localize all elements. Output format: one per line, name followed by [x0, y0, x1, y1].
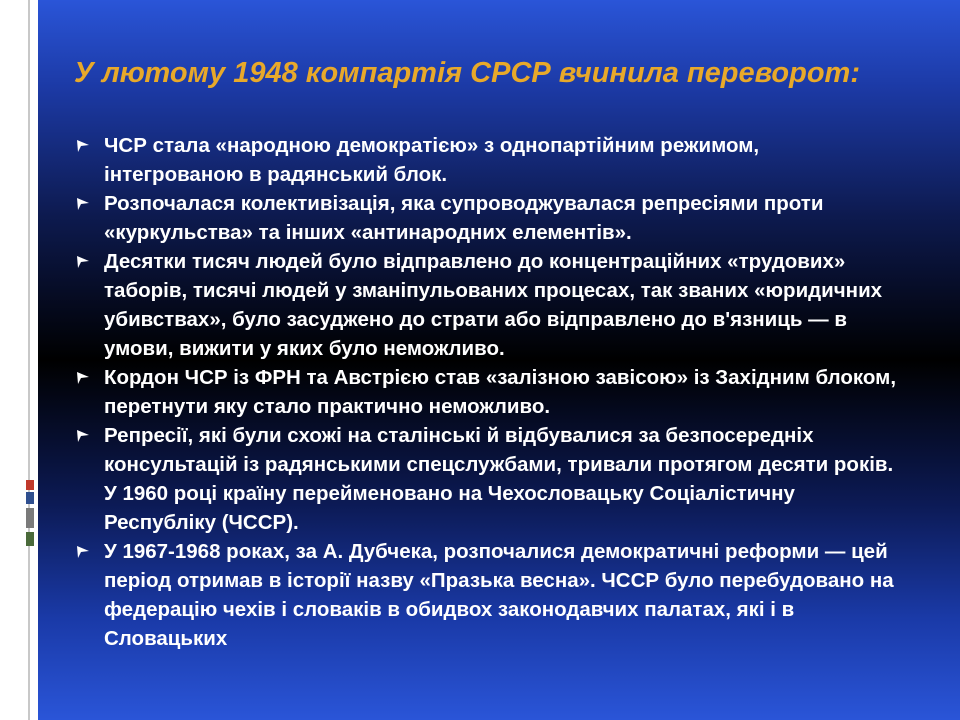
- arrowhead-bullet-icon: [76, 545, 90, 559]
- arrowhead-bullet-icon: [76, 197, 90, 211]
- bullet-text: Кордон ЧСР із ФРН та Австрією став «залізною завісою» із Західним блоком, перетнути яку стало практично неможливо.: [104, 366, 897, 418]
- list-item: [74, 363, 904, 421]
- strip-marker: [26, 492, 34, 504]
- list-item: [74, 537, 904, 653]
- bullet-text: У 1967-1968 роках, за А. Дубчека, розпочалися демократичні реформи — цей період отримав в історії назву «Празька весна». ЧССР було перебудовано на федерацію чехів і словаків в обидвох законодавчих палатах, які і в Словацьких: [104, 540, 894, 650]
- list-item: [74, 421, 904, 537]
- bullet-text: ЧСР стала «народною демократією» з однопартійним режимом, інтегрованою в радянський блок.: [104, 134, 760, 186]
- bullet-text: Репресії, які були схожі на сталінські й відбувалися за безпосередніх консультацій із радянськими спецслужбами, тривали протягом десяти років. У 1960 році країну перейменовано на Чехословацьку Соціалістичну Республіку (ЧССР).: [104, 424, 894, 534]
- strip-divider: [28, 0, 30, 720]
- slide-content: [38, 0, 960, 720]
- bullet-list: [74, 131, 904, 653]
- strip-marker: [26, 532, 34, 546]
- bullet-text: Десятки тисяч людей було відправлено до концентраційних «трудових» таборів, тисячі людей у зманіпульованих процесах, так званих «юридичних убивствах», було засуджено до страти або відправлено до в'язниць — в умови, вижити у яких було неможливо.: [104, 250, 883, 360]
- list-item: [74, 247, 904, 363]
- bullet-text: Розпочалася колективізація, яка супроводжувалася репресіями проти «куркульства» та інших «антинародних елементів».: [104, 192, 824, 244]
- arrowhead-bullet-icon: [76, 139, 90, 153]
- strip-marker: [26, 508, 34, 528]
- strip-marker: [26, 480, 34, 490]
- list-item: [74, 131, 904, 189]
- slide-title: У лютому 1948 компартія СРСР вчинила переворот:: [74, 57, 861, 89]
- list-item: [74, 189, 904, 247]
- arrowhead-bullet-icon: [76, 429, 90, 443]
- arrowhead-bullet-icon: [76, 371, 90, 385]
- arrowhead-bullet-icon: [76, 255, 90, 269]
- slide-thumbnail-strip: [0, 0, 38, 720]
